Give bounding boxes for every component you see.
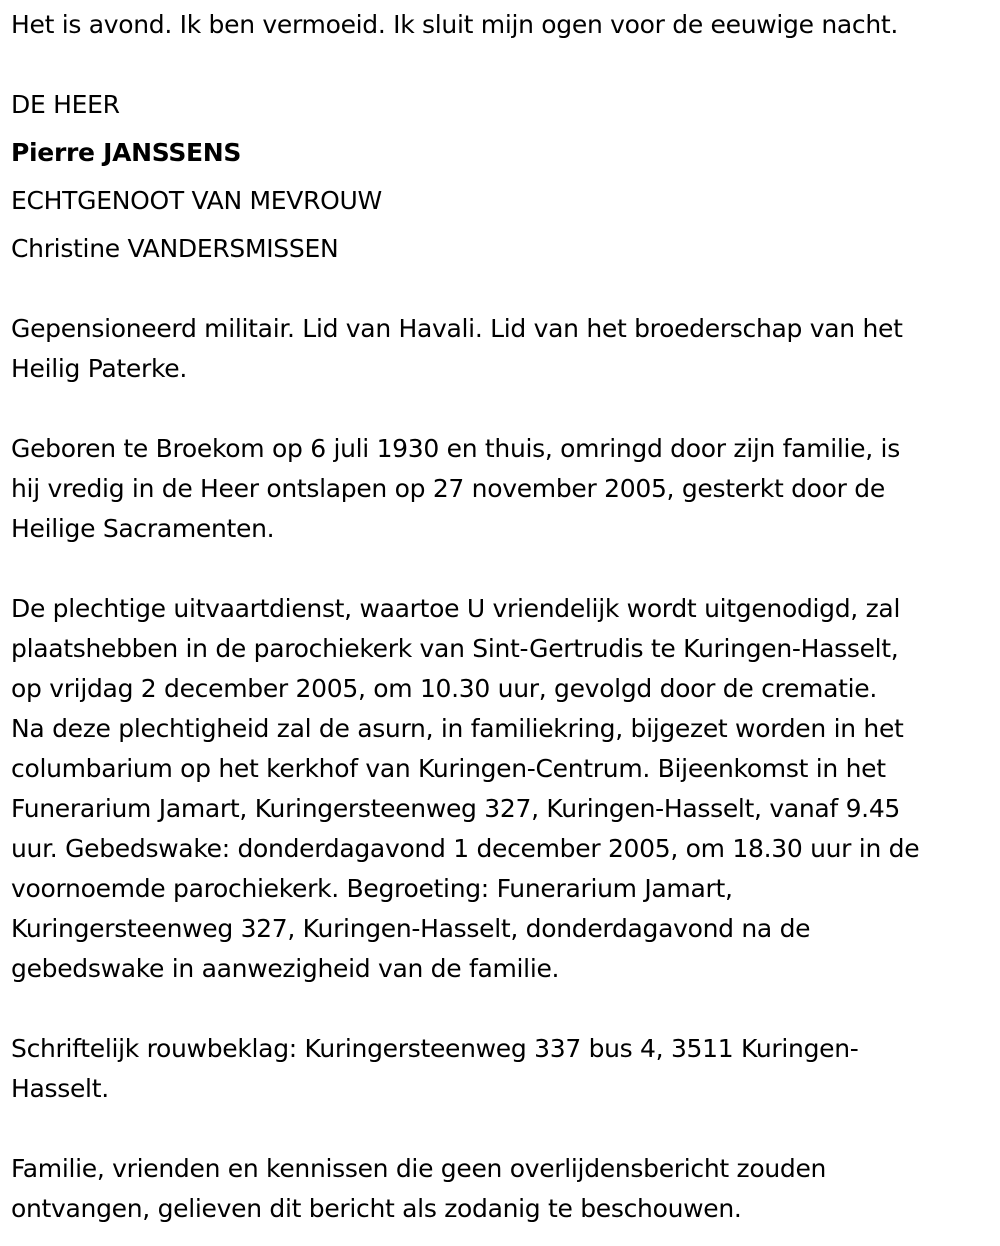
paragraph-line: Kuringersteenweg 327, Kuringen-Hasselt, donderdagavond na de: [11, 914, 811, 943]
paragraph-line: Heilig Paterke.: [11, 354, 187, 383]
paragraph-line: De plechtige uitvaartdienst, waartoe U vriendelijk wordt uitgenodigd, zal: [11, 594, 901, 623]
paragraph-line: Familie, vrienden en kennissen die geen overlijdensbericht zouden: [11, 1154, 827, 1183]
paragraph-line: Gepensioneerd militair. Lid van Havali. Lid van het broederschap van het: [11, 314, 903, 343]
paragraph-line: gebedswake in aanwezigheid van de familie.: [11, 954, 560, 983]
paragraph-line: ontvangen, gelieven dit bericht als zodanig te beschouwen.: [11, 1194, 742, 1223]
opening-line: Het is avond. Ik ben vermoeid. Ik sluit mijn ogen voor de eeuwige nacht.: [11, 10, 899, 39]
paragraph-line: plaatshebben in de parochiekerk van Sint-Gertrudis te Kuringen-Hasselt,: [11, 634, 899, 663]
paragraph-line: Heilige Sacramenten.: [11, 514, 275, 543]
paragraph-line: hij vredig in de Heer ontslapen op 27 november 2005, gesterkt door de: [11, 474, 885, 503]
deceased-name: Pierre JANSSENS: [11, 138, 242, 167]
paragraph-line: Na deze plechtigheid zal de asurn, in familiekring, bijgezet worden in het: [11, 714, 904, 743]
spouse-name: Christine VANDERSMISSEN: [11, 234, 339, 263]
paragraph-line: Geboren te Broekom op 6 juli 1930 en thuis, omringd door zijn familie, is: [11, 434, 900, 463]
title-prefix: DE HEER: [11, 90, 120, 119]
paragraph-line: Funerarium Jamart, Kuringersteenweg 327, Kuringen-Hasselt, vanaf 9.45: [11, 794, 901, 823]
paragraph-line: uur. Gebedswake: donderdagavond 1 december 2005, om 18.30 uur in de: [11, 834, 920, 863]
paragraph-line: columbarium op het kerkhof van Kuringen-Centrum. Bijeenkomst in het: [11, 754, 886, 783]
paragraph-line: voornoemde parochiekerk. Begroeting: Funerarium Jamart,: [11, 874, 733, 903]
paragraph-line: Hasselt.: [11, 1074, 109, 1103]
paragraph-line: op vrijdag 2 december 2005, om 10.30 uur, gevolgd door de crematie.: [11, 674, 877, 703]
paragraph-line: Schriftelijk rouwbeklag: Kuringersteenweg 337 bus 4, 3511 Kuringen-: [11, 1034, 859, 1063]
spouse-label: ECHTGENOOT VAN MEVROUW: [11, 186, 382, 215]
